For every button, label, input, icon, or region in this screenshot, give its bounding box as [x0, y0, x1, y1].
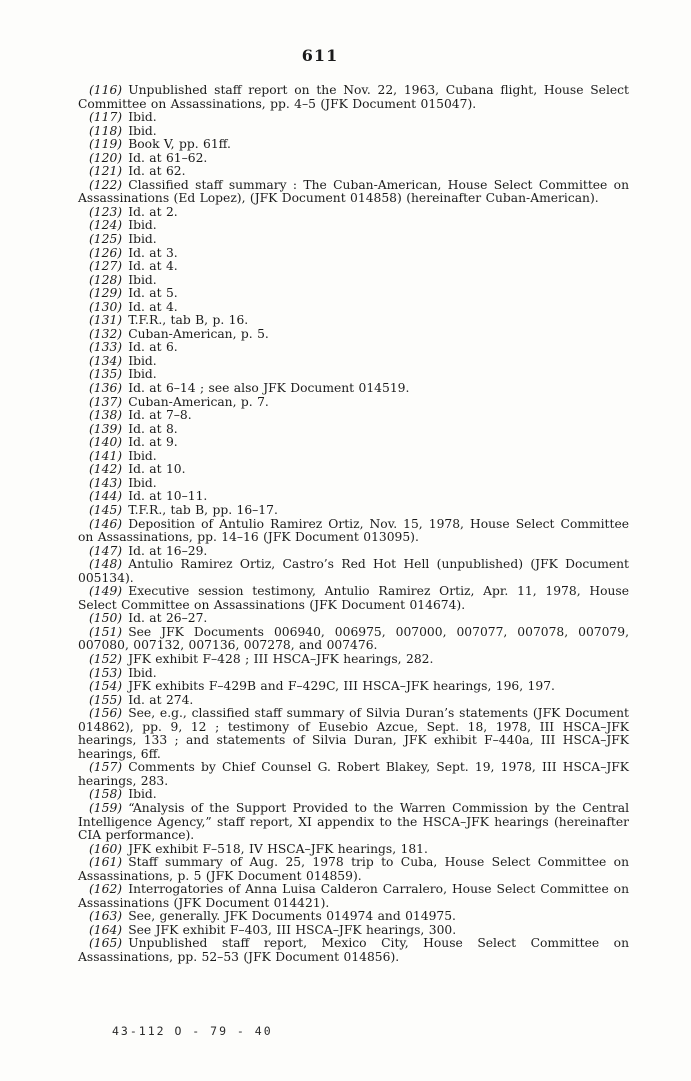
footnote-number: (156) — [89, 706, 123, 721]
footnote-number: (142) — [89, 462, 123, 477]
footnote-number: (152) — [89, 651, 123, 666]
footnote-number: (117) — [89, 110, 123, 125]
footnote-number: (157) — [89, 760, 123, 775]
footnote-124: (124) Ibid. — [89, 218, 157, 233]
footnote-134: (134) Ibid. — [89, 353, 157, 368]
footnote-number: (162) — [89, 882, 123, 897]
footnote-140: (140) Id. at 9. — [89, 435, 178, 450]
footnote-number: (126) — [89, 245, 123, 260]
footnote-number: (127) — [89, 259, 123, 274]
footnote-146: (146) Deposition of Antulio Ramirez Ortiz, Nov. 15, 1978, House Select Committee on Assassinations, pp. 14–16 (JFK Document 013095). — [78, 516, 629, 545]
footnote-number: (149) — [89, 584, 123, 599]
footnote-155: (155) Id. at 274. — [89, 692, 194, 707]
footnote-152: (152) JFK exhibit F–428 ; III HSCA–JFK hearings, 282. — [89, 651, 434, 666]
footnote-139: (139) Id. at 8. — [89, 421, 178, 436]
footnote-number: (153) — [89, 665, 123, 680]
footnote-127: (127) Id. at 4. — [89, 259, 178, 274]
footnote-number: (144) — [89, 489, 123, 504]
footnote-118: (118) Ibid. — [89, 123, 157, 138]
footnote-122: (122) Classified staff summary : The Cuban-American, House Select Committee on Assassinations (Ed Lopez), (JFK Document 014858) (hereinafter Cuban-American). — [78, 177, 629, 206]
footnote-144: (144) Id. at 10–11. — [89, 489, 208, 504]
footnote-number: (159) — [89, 800, 123, 815]
footnote-number: (123) — [89, 204, 123, 219]
footnote-121: (121) Id. at 62. — [89, 164, 186, 179]
footnote-153: (153) Ibid. — [89, 665, 157, 680]
footnote-145: (145) T.F.R., tab B, pp. 16–17. — [89, 502, 278, 517]
footnote-number: (148) — [89, 557, 123, 572]
footnote-126: (126) Id. at 3. — [89, 245, 178, 260]
footnote-141: (141) Ibid. — [89, 448, 157, 463]
footnote-154: (154) JFK exhibits F–429B and F–429C, III HSCA–JFK hearings, 196, 197. — [89, 679, 555, 694]
footnote-number: (141) — [89, 448, 123, 463]
footnote-165: (165) Unpublished staff report, Mexico City, House Select Committee on Assassinations, pp. 52–53 (JFK Document 014856). — [78, 936, 629, 964]
footnote-number: (129) — [89, 286, 123, 301]
footnote-138: (138) Id. at 7–8. — [89, 408, 192, 423]
footnote-number: (147) — [89, 543, 123, 558]
footnote-number: (161) — [89, 855, 123, 870]
footnote-158: (158) Ibid. — [89, 787, 157, 802]
footnote-164: (164) See JFK exhibit F–403, III HSCA–JFK hearings, 300. — [89, 922, 457, 937]
footnote-number: (136) — [89, 381, 123, 396]
footnotes-list — [78, 84, 629, 965]
footnote-number: (154) — [89, 679, 123, 694]
footnote-number: (130) — [89, 299, 123, 314]
footnote-129: (129) Id. at 5. — [89, 286, 178, 301]
footnote-135: (135) Ibid. — [89, 367, 157, 382]
footnote-149: (149) Executive session testimony, Antulio Ramirez Ortiz, Apr. 11, 1978, House Select Committee on Assassinations (JFK Document 014674). — [78, 584, 629, 612]
footnote-number: (120) — [89, 150, 123, 165]
footnote-147: (147) Id. at 16–29. — [89, 543, 208, 558]
print-run-code: 43-112 O - 79 - 40 — [112, 1024, 273, 1038]
footnote-137: (137) Cuban-American, p. 7. — [89, 394, 269, 409]
footnote-number: (140) — [89, 435, 123, 450]
footnote-number: (118) — [89, 123, 123, 138]
footnote-148: (148) Antulio Ramirez Ortiz, Castro’s Red Hot Hell (unpublished) (JFK Document 005134). — [78, 557, 629, 585]
footnote-116: (116) Unpublished staff report on the Nov. 22, 1963, Cubana flight, House Select Committee on Assassinations, pp. 4–5 (JFK Document 015047). — [78, 83, 629, 111]
footnote-128: (128) Ibid. — [89, 272, 157, 287]
footnote-number: (124) — [89, 218, 123, 233]
footnote-number: (134) — [89, 353, 123, 368]
footnote-number: (119) — [89, 137, 123, 152]
footnote-119: (119) Book V, pp. 61ff. — [89, 137, 231, 152]
footnote-number: (150) — [89, 611, 123, 626]
footnote-151: (151) See JFK Documents 006940, 006975, 007000, 007077, 007078, 007079, 007080, 007132, 007136, 007278, and 007476. — [78, 624, 629, 653]
footnote-125: (125) Ibid. — [89, 232, 157, 247]
footnote-117: (117) Ibid. — [89, 110, 157, 125]
footnote-142: (142) Id. at 10. — [89, 462, 186, 477]
footnote-number: (163) — [89, 909, 123, 924]
footnote-number: (139) — [89, 421, 123, 436]
page-number: 611 — [301, 46, 339, 65]
footnote-132: (132) Cuban-American, p. 5. — [89, 326, 269, 341]
footnote-number: (138) — [89, 408, 123, 423]
footnote-number: (165) — [89, 936, 123, 951]
footnote-123: (123) Id. at 2. — [89, 204, 178, 219]
footnote-150: (150) Id. at 26–27. — [89, 611, 208, 626]
footnote-131: (131) T.F.R., tab B, p. 16. — [89, 313, 249, 328]
footnote-163: (163) See, generally. JFK Documents 014974 and 014975. — [89, 909, 456, 924]
footnote-number: (116) — [89, 83, 123, 97]
footnote-number: (145) — [89, 502, 123, 517]
footnote-157: (157) Comments by Chief Counsel G. Robert Blakey, Sept. 19, 1978, III HSCA–JFK hearings, 283. — [78, 760, 629, 788]
footnote-159: (159) “Analysis of the Support Provided to the Warren Commission by the Central Intelligence Agency,” staff report, XI appendix to the HSCA–JFK hearings (hereinafter CIA performance). — [78, 800, 629, 843]
footnote-number: (121) — [89, 164, 123, 179]
footnote-133: (133) Id. at 6. — [89, 340, 178, 355]
footnote-number: (158) — [89, 787, 123, 802]
footnote-number: (132) — [89, 326, 123, 341]
footnote-number: (122) — [89, 177, 123, 192]
footnote-161: (161) Staff summary of Aug. 25, 1978 trip to Cuba, House Select Committee on Assassinations, p. 5 (JFK Document 014859). — [78, 855, 629, 883]
footnote-number: (131) — [89, 313, 123, 328]
footnote-160: (160) JFK exhibit F–518, IV HSCA–JFK hearings, 181. — [89, 841, 428, 856]
footnote-162: (162) Interrogatories of Anna Luisa Calderon Carralero, House Select Committee on Assassinations (JFK Document 014421). — [78, 882, 629, 910]
footnote-number: (143) — [89, 475, 123, 490]
footnote-number: (155) — [89, 692, 123, 707]
footnote-156: (156) See, e.g., classified staff summary of Silvia Duran’s statements (JFK Document 014862), pp. 9, 12 ; testimony of Eusebio Azcue, Sept. 18, 1978, III HSCA–JFK hearings, 133 ; and statements of Silvia Duran, JFK exhibit F–440a, III HSCA–JFK hearings, 6ff. — [78, 706, 629, 761]
footnote-number: (137) — [89, 394, 123, 409]
footnote-number: (133) — [89, 340, 123, 355]
footnote-136: (136) Id. at 6–14 ; see also JFK Document 014519. — [89, 381, 410, 396]
footnote-120: (120) Id. at 61–62. — [89, 150, 208, 165]
footnote-number: (135) — [89, 367, 123, 382]
footnote-number: (146) — [89, 516, 123, 531]
footnote-number: (164) — [89, 922, 123, 937]
footnote-143: (143) Ibid. — [89, 475, 157, 490]
footnote-number: (128) — [89, 272, 123, 287]
footnote-number: (151) — [89, 624, 123, 639]
footnote-130: (130) Id. at 4. — [89, 299, 178, 314]
footnote-number: (125) — [89, 232, 123, 247]
footnote-number: (160) — [89, 841, 123, 856]
